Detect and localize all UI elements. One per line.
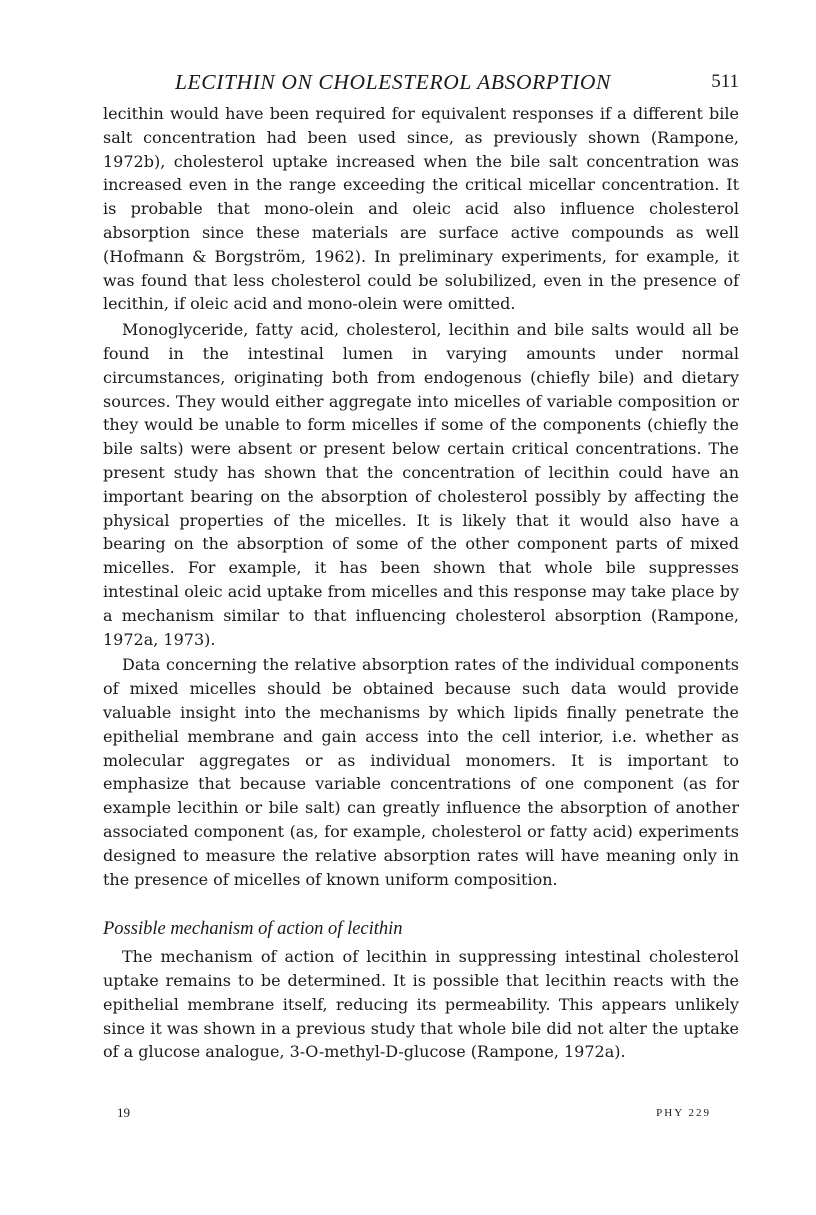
paragraph-2: Monoglyceride, fatty acid, cholesterol, lecithin and bile salts would all be found in the intestinal lumen in varying amounts under normal circumstances, originating both from endogenous (chiefly bile) and dietary sources. They would either aggregate into micelles of variable composition or they would be unable to form micelles if some of the components (chiefly the bile salts) were absent or present below certain critical concentrations. The present study has shown that the concentration of lecithin could have an important bearing on the absorption of cholesterol possibly by affecting the physical properties of the micelles. It is likely that it would also have a bearing on the absorption of some of the other component parts of mixed micelles. For example, it has been shown that whole bile suppresses intestinal oleic acid uptake from micelles and this response may take place by a mechanism similar to that influencing cholesterol absorption (Rampone, 1972a, 1973). <box>103 320 739 649</box>
signature-mark: 19 <box>117 1105 130 1120</box>
journal-mark: PHY 229 <box>656 1107 711 1119</box>
section-heading: Possible mechanism of action of lecithin <box>103 919 403 940</box>
page-footer <box>103 1104 739 1124</box>
paragraph-3: Data concerning the relative absorption rates of the individual components of mixed micelles should be obtained because such data would provide valuable insight into the mechanisms by which lipids finally penetrate the epithelial membrane and gain access into the cell interior, i.e. whether as molecular aggregates or as individual monomers. It is important to emphasize that because variable concentrations of one component (as for example lecithin or bile salt) can greatly influence the absorption of another associated component (as, for example, cholesterol or fatty acid) experiments designed to measure the relative absorption rates will have meaning only in the presence of micelles of known uniform composition. <box>103 655 739 889</box>
page-number: 511 <box>711 71 739 92</box>
page-header <box>103 68 739 102</box>
page <box>103 68 739 1064</box>
running-title: LECITHIN ON CHOLESTEROL ABSORPTION <box>175 70 611 94</box>
paragraph-1: lecithin would have been required for equivalent responses if a different bile salt concentration had been used since, as previously shown (Rampone, 1972b), cholesterol uptake increased when the bile salt concentration was increased even in the range exceeding the critical micellar concentration. It is probable that mono-olein and oleic acid also influence cholesterol absorption since these materials are surface active compounds as well (Hofmann & Borgström, 1962). In preliminary experiments, for example, it was found that less cholesterol could be solubilized, even in the presence of lecithin, if oleic acid and mono-olein were omitted. <box>103 104 739 314</box>
section-paragraph: The mechanism of action of lecithin in suppressing intestinal cholesterol uptake remains to be determined. It is possible that lecithin reacts with the epithelial membrane itself, reducing its permeability. This appears unlikely since it was shown in a previous study that whole bile did not alter the uptake of a glucose analogue, 3-O-methyl-D-glucose (Rampone, 1972a). <box>103 947 739 1062</box>
